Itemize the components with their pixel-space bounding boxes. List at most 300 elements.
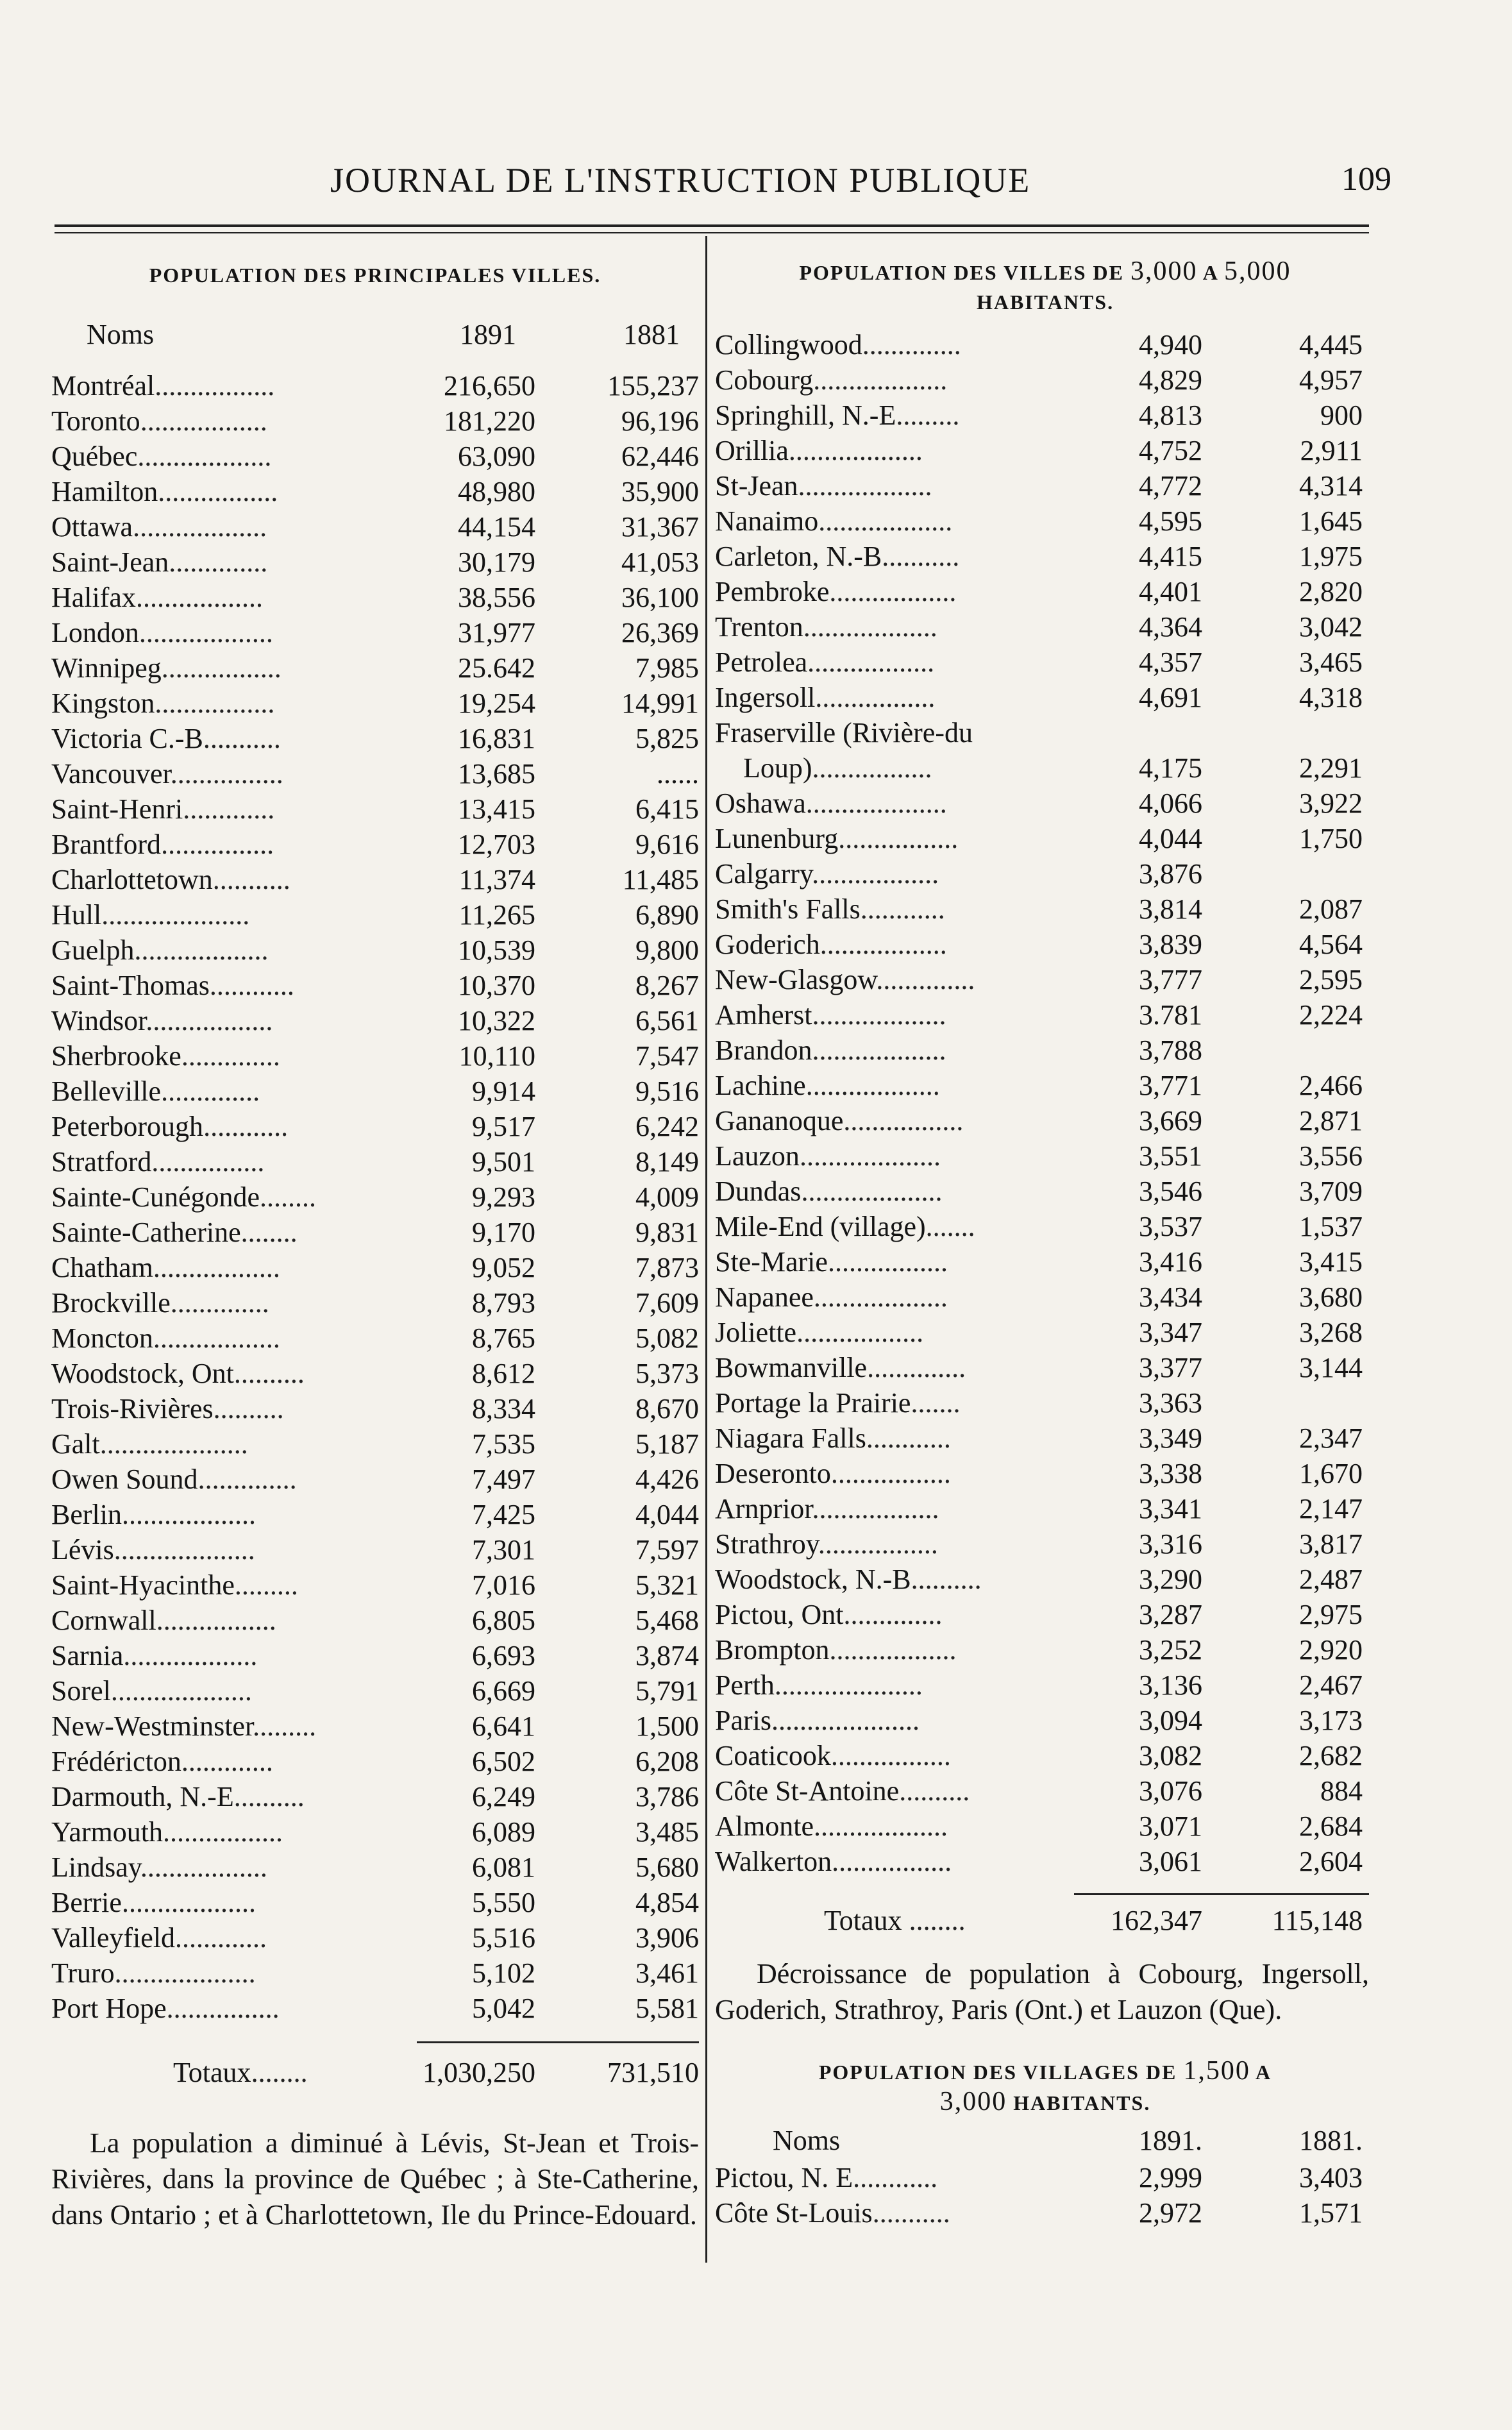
row-name: Lunenburg [715,823,839,854]
value-1891: 3,136 [1139,1669,1202,1701]
table-row: Walkerton................. 3,061 2,604 [715,1844,1375,1879]
value-1891: 6,641 [472,1710,535,1742]
table-row: Orillia................... 4,752 2,911 [715,433,1375,468]
value-1881: 2,871 [1299,1105,1363,1136]
table-row: Ottawa................... 44,154 31,367 [51,509,699,544]
section-title: POPULATION DES PRINCIPALES VILLES. [149,264,601,287]
value-1891: 11,265 [458,899,535,931]
row-name: Sainte-Cunégonde [51,1181,260,1213]
row-name: Carleton, N.-B [715,541,882,572]
value-1881: 2,820 [1299,576,1363,607]
table-row: Brompton.................. 3,252 2,920 [715,1632,1375,1667]
row-name: Coaticook [715,1740,831,1771]
value-1891: 4,772 [1139,470,1202,502]
value-1891: 4,813 [1139,400,1202,431]
row-name: Port Hope [51,1993,167,2024]
value-1891: 3,338 [1139,1458,1202,1489]
left-note: La population a diminué à Lévis, St-Jean et Trois-Rivières, dans la province de Québec ; à Ste-Catherine, dans Ontario ; et à Charlottetown, Ile du Prince-Edouard. [51,2127,699,2231]
table-row: Sainte-Cunégonde........ 9,293 4,009 [51,1179,699,1215]
row-name: Ottawa [51,511,133,543]
row-name: New-Westminster [51,1710,253,1742]
value-1881: 2,975 [1299,1599,1363,1630]
value-1881: 4,957 [1299,364,1363,396]
row-name: Saint-Hyacinthe [51,1569,235,1601]
value-1881: 4,445 [1299,329,1363,360]
value-1891: 6,805 [472,1605,535,1636]
table-row: New-Glasgow.............. 3,777 2,595 [715,962,1375,997]
row-name: Berrie [51,1887,122,1918]
principal-cities-section [51,257,699,2261]
table-row: Toronto.................. 181,220 96,196 [51,403,699,439]
value-1881: 4,854 [635,1887,699,1918]
table-row: Lauzon.................... 3,551 3,556 [715,1138,1375,1174]
villages-table [715,2160,1375,2231]
table-row: Lunenburg................. 4,044 1,750 [715,821,1375,856]
value-1881: 3,817 [1299,1528,1363,1560]
value-1891: 9,170 [472,1217,535,1248]
table-row: Saint-Henri............. 13,415 6,415 [51,791,699,827]
value-1881: 2,291 [1299,752,1363,784]
table-row: Brockville.............. 8,793 7,609 [51,1285,699,1320]
value-1891: 3,061 [1139,1846,1202,1877]
value-1891: 3,777 [1139,964,1202,995]
value-1881: 14,991 [621,688,699,719]
row-name: Frédéricton [51,1746,181,1777]
row-name: Brantford [51,829,162,860]
value-1881: 62,446 [621,441,699,472]
value-1881: 4,318 [1299,682,1363,713]
value-1881: 3,485 [635,1816,699,1848]
row-name: Amherst [715,999,812,1031]
value-1891: 3,287 [1139,1599,1202,1630]
value-1891: 6,089 [472,1816,535,1848]
row-name: New-Glasgow [715,964,877,995]
value-1891: 3,416 [1139,1246,1202,1278]
section-title: POPULATION DES VILLES DE 3,000 A 5,000 HABITANTS. [799,257,1291,314]
value-1881: 9,800 [635,934,699,966]
value-1881: 6,208 [635,1746,699,1777]
table-row: Gananoque................. 3,669 2,871 [715,1103,1375,1138]
table-row: Pictou, N. E............ 2,999 3,403 [715,2160,1375,2195]
value-1881: 1,571 [1299,2197,1363,2229]
value-1881: 4,044 [635,1499,699,1530]
value-1891: 5,550 [472,1887,535,1918]
value-1881: 36,100 [621,582,699,613]
value-1891: 3,788 [1139,1034,1202,1066]
table-row: Deseronto................. 3,338 1,670 [715,1456,1375,1491]
row-name: Nanaimo [715,505,819,537]
value-1881: ...... [657,758,699,789]
row-name: Orillia [715,435,789,466]
value-1891: 4,364 [1139,611,1202,643]
table-row: Charlottetown........... 11,374 11,485 [51,862,699,897]
row-name: Gananoque [715,1105,844,1136]
row-name: Pembroke [715,576,830,607]
value-1881: 3,556 [1299,1140,1363,1172]
value-1891: 5,516 [472,1922,535,1953]
value-1881: 1,537 [1299,1211,1363,1242]
value-1891: 31,977 [458,617,535,648]
column-header-1891: 1891. [1139,2125,1202,2156]
value-1891: 9,293 [472,1181,535,1213]
value-1881: 3,786 [635,1781,699,1812]
row-name: Montréal [51,370,155,401]
column-divider [705,236,707,2263]
row-name: Pictou, Ont [715,1599,844,1630]
value-1881: 1,670 [1299,1458,1363,1489]
value-1891: 3,363 [1139,1387,1202,1419]
value-1881: 41,053 [621,546,699,578]
row-name: Fraserville (Rivière-du [715,717,973,748]
row-name: Chatham [51,1252,153,1283]
value-1881: 3,465 [1299,646,1363,678]
value-1881: 2,224 [1299,999,1363,1031]
value-1881: 7,597 [635,1534,699,1565]
value-1881: 9,831 [635,1217,699,1248]
value-1881: 6,242 [635,1111,699,1142]
value-1891: 11,374 [458,864,535,895]
table-row: Guelph................... 10,539 9,800 [51,932,699,968]
table-row: Saint-Jean.............. 30,179 41,053 [51,544,699,580]
value-1891: 9,914 [472,1076,535,1107]
row-name: Collingwood [715,329,862,360]
table-row: Belleville.............. 9,914 9,516 [51,1074,699,1109]
totals-rule [1074,1893,1369,1895]
row-name: Truro [51,1957,115,1989]
value-1891: 44,154 [458,511,535,543]
value-1881: 9,616 [635,829,699,860]
villages-title: POPULATION DES VILLAGES DE 1,500 A 3,000 HABITANTS. [818,2056,1272,2116]
villages-table-header [715,2122,1375,2160]
value-1891: 3,551 [1139,1140,1202,1172]
value-1891: 7,535 [472,1428,535,1460]
principal-cities-table [51,368,699,2026]
value-1881: 1,500 [635,1710,699,1742]
totals-row: Totaux ........ 162,347 115,148 [715,1903,1375,1938]
row-name: Woodstock, Ont [51,1358,234,1389]
row-name: Smith's Falls [715,893,861,925]
table-row: Ste-Marie................. 3,416 3,415 [715,1244,1375,1279]
value-1881: 3,709 [1299,1176,1363,1207]
value-1881: 5,680 [635,1852,699,1883]
table-row: Trois-Rivières.......... 8,334 8,670 [51,1391,699,1426]
row-name: Sherbrooke [51,1040,181,1072]
table-row: Trenton................... 4,364 3,042 [715,609,1375,645]
value-1881: 2,684 [1299,1810,1363,1842]
value-1881: 6,415 [635,793,699,825]
row-name: Sorel [51,1675,111,1707]
row-name: Strathroy [715,1528,818,1560]
row-name: Trenton [715,611,803,643]
value-1891: 3,076 [1139,1775,1202,1807]
value-1891: 10,322 [458,1005,535,1036]
row-name: Cobourg [715,364,814,396]
table-row: Strathroy................. 3,316 3,817 [715,1526,1375,1562]
table-row: Springhill, N.-E......... 4,813 900 [715,398,1375,433]
value-1891: 6,669 [472,1675,535,1707]
value-1881: 4,564 [1299,929,1363,960]
table-row: Hamilton................. 48,980 35,900 [51,474,699,509]
table-row: Peterborough............ 9,517 6,242 [51,1109,699,1144]
table-row: Lachine................... 3,771 2,466 [715,1068,1375,1103]
row-name: Saint-Jean [51,546,169,578]
row-name: Deseronto [715,1458,831,1489]
table-row: Berlin................... 7,425 4,044 [51,1497,699,1532]
row-name: Oshawa [715,788,806,819]
value-1891: 7,016 [472,1569,535,1601]
value-1891: 10,110 [458,1040,535,1072]
value-1891: 3.781 [1139,999,1202,1031]
value-1881: 2,682 [1299,1740,1363,1771]
value-1891: 9,052 [472,1252,535,1283]
row-name: Saint-Henri [51,793,183,825]
table-row: Loup)................. 4,175 2,291 [715,750,1375,786]
value-1891: 4,044 [1139,823,1202,854]
value-1891: 4,415 [1139,541,1202,572]
value-1881: 5,468 [635,1605,699,1636]
value-1881: 3,144 [1299,1352,1363,1383]
value-1881: 2,466 [1299,1070,1363,1101]
table-row: Calgarry.................. 3,876 [715,856,1375,891]
totals-row: Totaux........ 1,030,250 731,510 [51,2055,699,2093]
value-1881: 3,680 [1299,1281,1363,1313]
value-1881: 155,237 [607,370,699,401]
table-row: Pictou, Ont.............. 3,287 2,975 [715,1597,1375,1632]
table-row: Nanaimo................... 4,595 1,645 [715,503,1375,539]
table-row: Sainte-Catherine........ 9,170 9,831 [51,1215,699,1250]
page-header [58,160,1391,205]
value-1891: 3,434 [1139,1281,1202,1313]
row-name: Berlin [51,1499,122,1530]
table-row: Collingwood.............. 4,940 4,445 [715,327,1375,362]
row-name: Mile-End (village) [715,1211,926,1242]
row-name: Loup) [715,752,812,784]
row-name: Belleville [51,1076,162,1107]
table-row: Saint-Hyacinthe......... 7,016 5,321 [51,1567,699,1603]
table-row: Vancouver................ 13,685 ...... [51,756,699,791]
row-name: Hull [51,899,102,931]
value-1881: 5,825 [635,723,699,754]
value-1891: 7,497 [472,1464,535,1495]
table-row: Cornwall................. 6,805 5,468 [51,1603,699,1638]
row-name: Victoria C.-B [51,723,203,754]
table-row: Côte St-Louis........... 2,972 1,571 [715,2195,1375,2231]
value-1891: 216,650 [444,370,535,401]
table-row: Winnipeg................. 25.642 7,985 [51,650,699,686]
table-row: Coaticook................. 3,082 2,682 [715,1738,1375,1773]
value-1891: 6,081 [472,1852,535,1883]
row-name: Cornwall [51,1605,156,1636]
value-1881: 2,911 [1300,435,1363,466]
value-1891: 3,876 [1139,858,1202,890]
value-1891: 6,693 [472,1640,535,1671]
row-name: Bowmanville [715,1352,868,1383]
table-row: Sherbrooke.............. 10,110 7,547 [51,1038,699,1074]
value-1891: 4,401 [1139,576,1202,607]
value-1881: 3,415 [1299,1246,1363,1278]
table-row: Victoria C.-B........... 16,831 5,825 [51,721,699,756]
value-1881: 2,347 [1299,1422,1363,1454]
table-header [51,316,699,354]
value-1891: 38,556 [458,582,535,613]
value-1881: 3,874 [635,1640,699,1671]
value-1881: 4,314 [1299,470,1363,502]
value-1891: 4,691 [1139,682,1202,713]
row-name: Paris [715,1705,771,1736]
row-name: Peterborough [51,1111,204,1142]
value-1881: 6,890 [635,899,699,931]
value-1881: 6,561 [635,1005,699,1036]
row-name: Perth [715,1669,775,1701]
value-1891: 8,765 [472,1322,535,1354]
header-rule [55,224,1369,227]
table-row: Smith's Falls............ 3,814 2,087 [715,891,1375,927]
value-1891: 181,220 [444,405,535,437]
table-row: Hull..................... 11,265 6,890 [51,897,699,932]
value-1881: 900 [1320,400,1363,431]
row-name: Charlottetown [51,864,213,895]
value-1891: 3,814 [1139,893,1202,925]
value-1891: 2,972 [1139,2197,1202,2229]
value-1891: 8,334 [472,1393,535,1424]
row-name: Lévis [51,1534,114,1565]
row-name: Lindsay [51,1852,140,1883]
table-row: Joliette.................. 3,347 3,268 [715,1315,1375,1350]
value-1881: 31,367 [621,511,699,543]
value-1881: 884 [1320,1775,1363,1807]
row-name: Springhill, N.-E [715,400,896,431]
value-1881: 4,009 [635,1181,699,1213]
value-1891: 9,501 [472,1146,535,1177]
row-name: Walkerton [715,1846,832,1877]
row-name: Toronto [51,405,140,437]
row-name: St-Jean [715,470,798,502]
right-note: Décroissance de population à Cobourg, Ingersoll, Goderich, Strathroy, Paris (Ont.) et Lauzon (Que). [715,1958,1369,2025]
value-1881: 5,321 [635,1569,699,1601]
row-name: Woodstock, N.-B [715,1564,911,1595]
row-name: Niagara Falls [715,1422,866,1454]
row-name: Portage la Prairie [715,1387,911,1419]
row-name: Brompton [715,1634,830,1666]
row-name: Brandon [715,1034,812,1066]
table-row: Carleton, N.-B........... 4,415 1,975 [715,539,1375,574]
table-row: Dundas.................... 3,546 3,709 [715,1174,1375,1209]
value-1891: 8,793 [472,1287,535,1319]
row-name: Petrolea [715,646,808,678]
table-row: Saint-Thomas............ 10,370 8,267 [51,968,699,1003]
value-1891: 3,537 [1139,1211,1202,1242]
value-1891: 5,042 [472,1993,535,2024]
value-1881: 8,670 [635,1393,699,1424]
value-1891: 3,839 [1139,929,1202,960]
value-1881: 26,369 [621,617,699,648]
row-name: Vancouver [51,758,171,789]
table-row: Woodstock, N.-B.......... 3,290 2,487 [715,1562,1375,1597]
value-1881: 2,920 [1299,1634,1363,1666]
totals-label: Totaux [173,2057,251,2088]
table-row: Valleyfield............. 5,516 3,906 [51,1920,699,1955]
table-row: Almonte................... 3,071 2,684 [715,1809,1375,1844]
value-1891: 2,999 [1139,2162,1202,2193]
table-row: Pembroke.................. 4,401 2,820 [715,574,1375,609]
row-name: Owen Sound [51,1464,198,1495]
value-1891: 3,347 [1139,1317,1202,1348]
table-row: Brantford................ 12,703 9,616 [51,827,699,862]
value-1881: 2,087 [1299,893,1363,925]
table-row: Oshawa.................... 4,066 3,922 [715,786,1375,821]
row-name: Moncton [51,1322,153,1354]
table-row: Niagara Falls............ 3,349 2,347 [715,1421,1375,1456]
row-name: Calgarry [715,858,812,890]
row-name: Arnprior [715,1493,812,1524]
row-name: Napanee [715,1281,814,1313]
column-header-name: Noms [773,2125,841,2156]
value-1891: 4,357 [1139,646,1202,678]
value-1891: 6,502 [472,1746,535,1777]
value-1881: 96,196 [621,405,699,437]
value-1881: 3,922 [1299,788,1363,819]
value-1881: 1,645 [1299,505,1363,537]
row-name: Windsor [51,1005,146,1036]
value-1891: 3,252 [1139,1634,1202,1666]
column-header-name: Noms [87,319,155,350]
table-row: Halifax.................. 38,556 36,100 [51,580,699,615]
row-name: Brockville [51,1287,171,1319]
table-row: Brandon................... 3,788 [715,1033,1375,1068]
value-1881: 3,268 [1299,1317,1363,1348]
table-row: Cobourg................... 4,829 4,957 [715,362,1375,398]
table-row [715,715,1375,750]
row-name: Lauzon [715,1140,800,1172]
table-row: Darmouth, N.-E.......... 6,249 3,786 [51,1779,699,1814]
row-name: Winnipeg [51,652,162,684]
table-row: Napanee................... 3,434 3,680 [715,1279,1375,1315]
value-1881: 1,750 [1299,823,1363,854]
towns-table [715,327,1375,1879]
value-1891: 19,254 [458,688,535,719]
table-row: Port Hope................ 5,042 5,581 [51,1991,699,2026]
value-1881: 5,187 [635,1428,699,1460]
value-1891: 4,595 [1139,505,1202,537]
towns-3000-5000-section [715,257,1375,2231]
table-row: Montréal................. 216,650 155,237 [51,368,699,403]
totals-1881: 731,510 [607,2057,699,2088]
value-1891: 63,090 [458,441,535,472]
row-name: Kingston [51,688,155,719]
totals-label: Totaux [824,1905,902,1936]
value-1891: 6,249 [472,1781,535,1812]
value-1881: 5,581 [635,1993,699,2024]
value-1881: 8,267 [635,970,699,1001]
value-1891: 4,066 [1139,788,1202,819]
value-1881: 3,042 [1299,611,1363,643]
table-row: St-Jean................... 4,772 4,314 [715,468,1375,503]
row-name: Côte St-Louis [715,2197,873,2229]
value-1881: 7,609 [635,1287,699,1319]
value-1881: 7,985 [635,652,699,684]
value-1881: 2,604 [1299,1846,1363,1877]
table-row: Perth..................... 3,136 2,467 [715,1667,1375,1703]
value-1891: 3,316 [1139,1528,1202,1560]
value-1891: 3,082 [1139,1740,1202,1771]
table-row: Bowmanville.............. 3,377 3,144 [715,1350,1375,1385]
table-row: Windsor.................. 10,322 6,561 [51,1003,699,1038]
row-name: Valleyfield [51,1922,176,1953]
column-header-1881: 1881. [1299,2125,1363,2156]
value-1891: 25.642 [458,652,535,684]
row-name: Halifax [51,582,136,613]
row-name: Almonte [715,1810,814,1842]
